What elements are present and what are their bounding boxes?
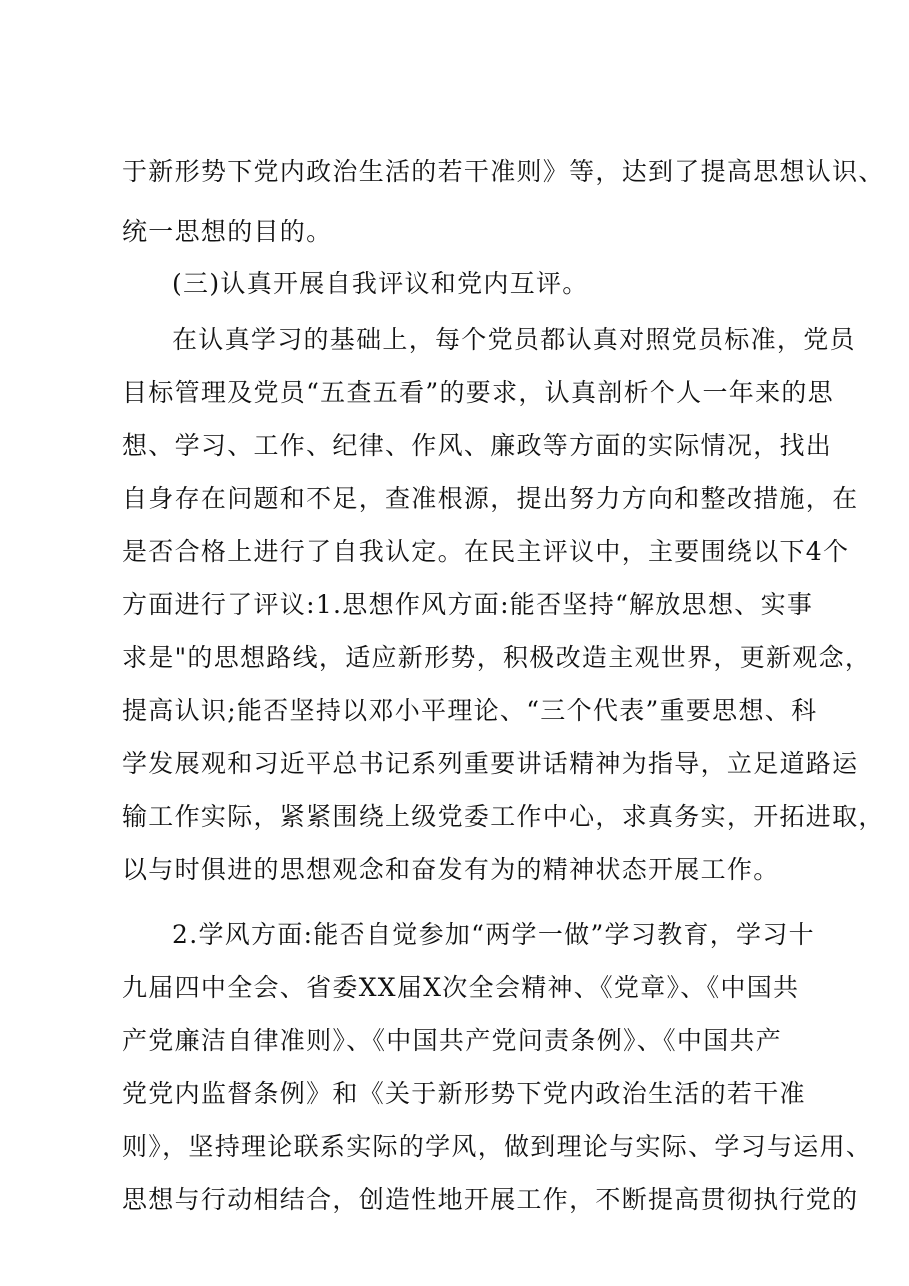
text-line: 求是"的思想路线，适应新形势，积极改造主观世界，更新观念，: [122, 643, 872, 672]
text-line: 自身存在问题和不足，查准根源，提出努力方向和整改措施，在: [122, 484, 859, 513]
text-line: 输工作实际，紧紧围绕上级党委工作中心，求真务实，开拓进取，: [122, 802, 885, 831]
paragraph-first-line: 在认真学习的基础上，每个党员都认真对照党员标准，党员: [172, 325, 856, 354]
text-line: 以与时俱进的思想观念和奋发有为的精神状态开展工作。: [122, 855, 780, 884]
text-line: 统一思想的目的。: [122, 217, 333, 246]
text-line: 九届四中全会、省委XX届X次全会精神、《党章》、《中国共: [122, 973, 800, 1002]
section-heading: (三)认真开展自我评议和党内互评。: [172, 269, 589, 298]
text-line: 想、学习、工作、纪律、作风、廉政等方面的实际情况，找出: [122, 431, 833, 460]
text-line: 产党廉洁自律准则》、《中国共产党问责条例》、《中国共产: [122, 1026, 783, 1055]
text-line: 是否合格上进行了自我认定。在民主评议中，主要围绕以下4个: [122, 537, 850, 566]
text-line: 提高认识;能否坚持以邓小平理论、“三个代表”重要思想、科: [122, 696, 818, 725]
text-line: 党党内监督条例》和《关于新形势下党内政治生活的若干准: [122, 1079, 806, 1108]
text-line: 思想与行动相结合，创造性地开展工作，不断提高贯彻执行党的: [122, 1185, 859, 1214]
paragraph-first-line: 2.学风方面:能否自觉参加“两学一做”学习教育，学习十: [172, 920, 815, 949]
text-line: 于新形势下党内政治生活的若干准则》等，达到了提高思想认识、: [122, 157, 885, 186]
text-line: 目标管理及党员“五查五看”的要求，认真剖析个人一年来的思: [122, 378, 834, 407]
text-line: 方面进行了评议:1.思想作风方面:能否坚持“解放思想、实事: [122, 590, 814, 619]
text-line: 则》，坚持理论联系实际的学风，做到理论与实际、学习与运用、: [122, 1132, 873, 1161]
text-line: 学发展观和习近平总书记系列重要讲话精神为指导，立足道路运: [122, 749, 859, 778]
